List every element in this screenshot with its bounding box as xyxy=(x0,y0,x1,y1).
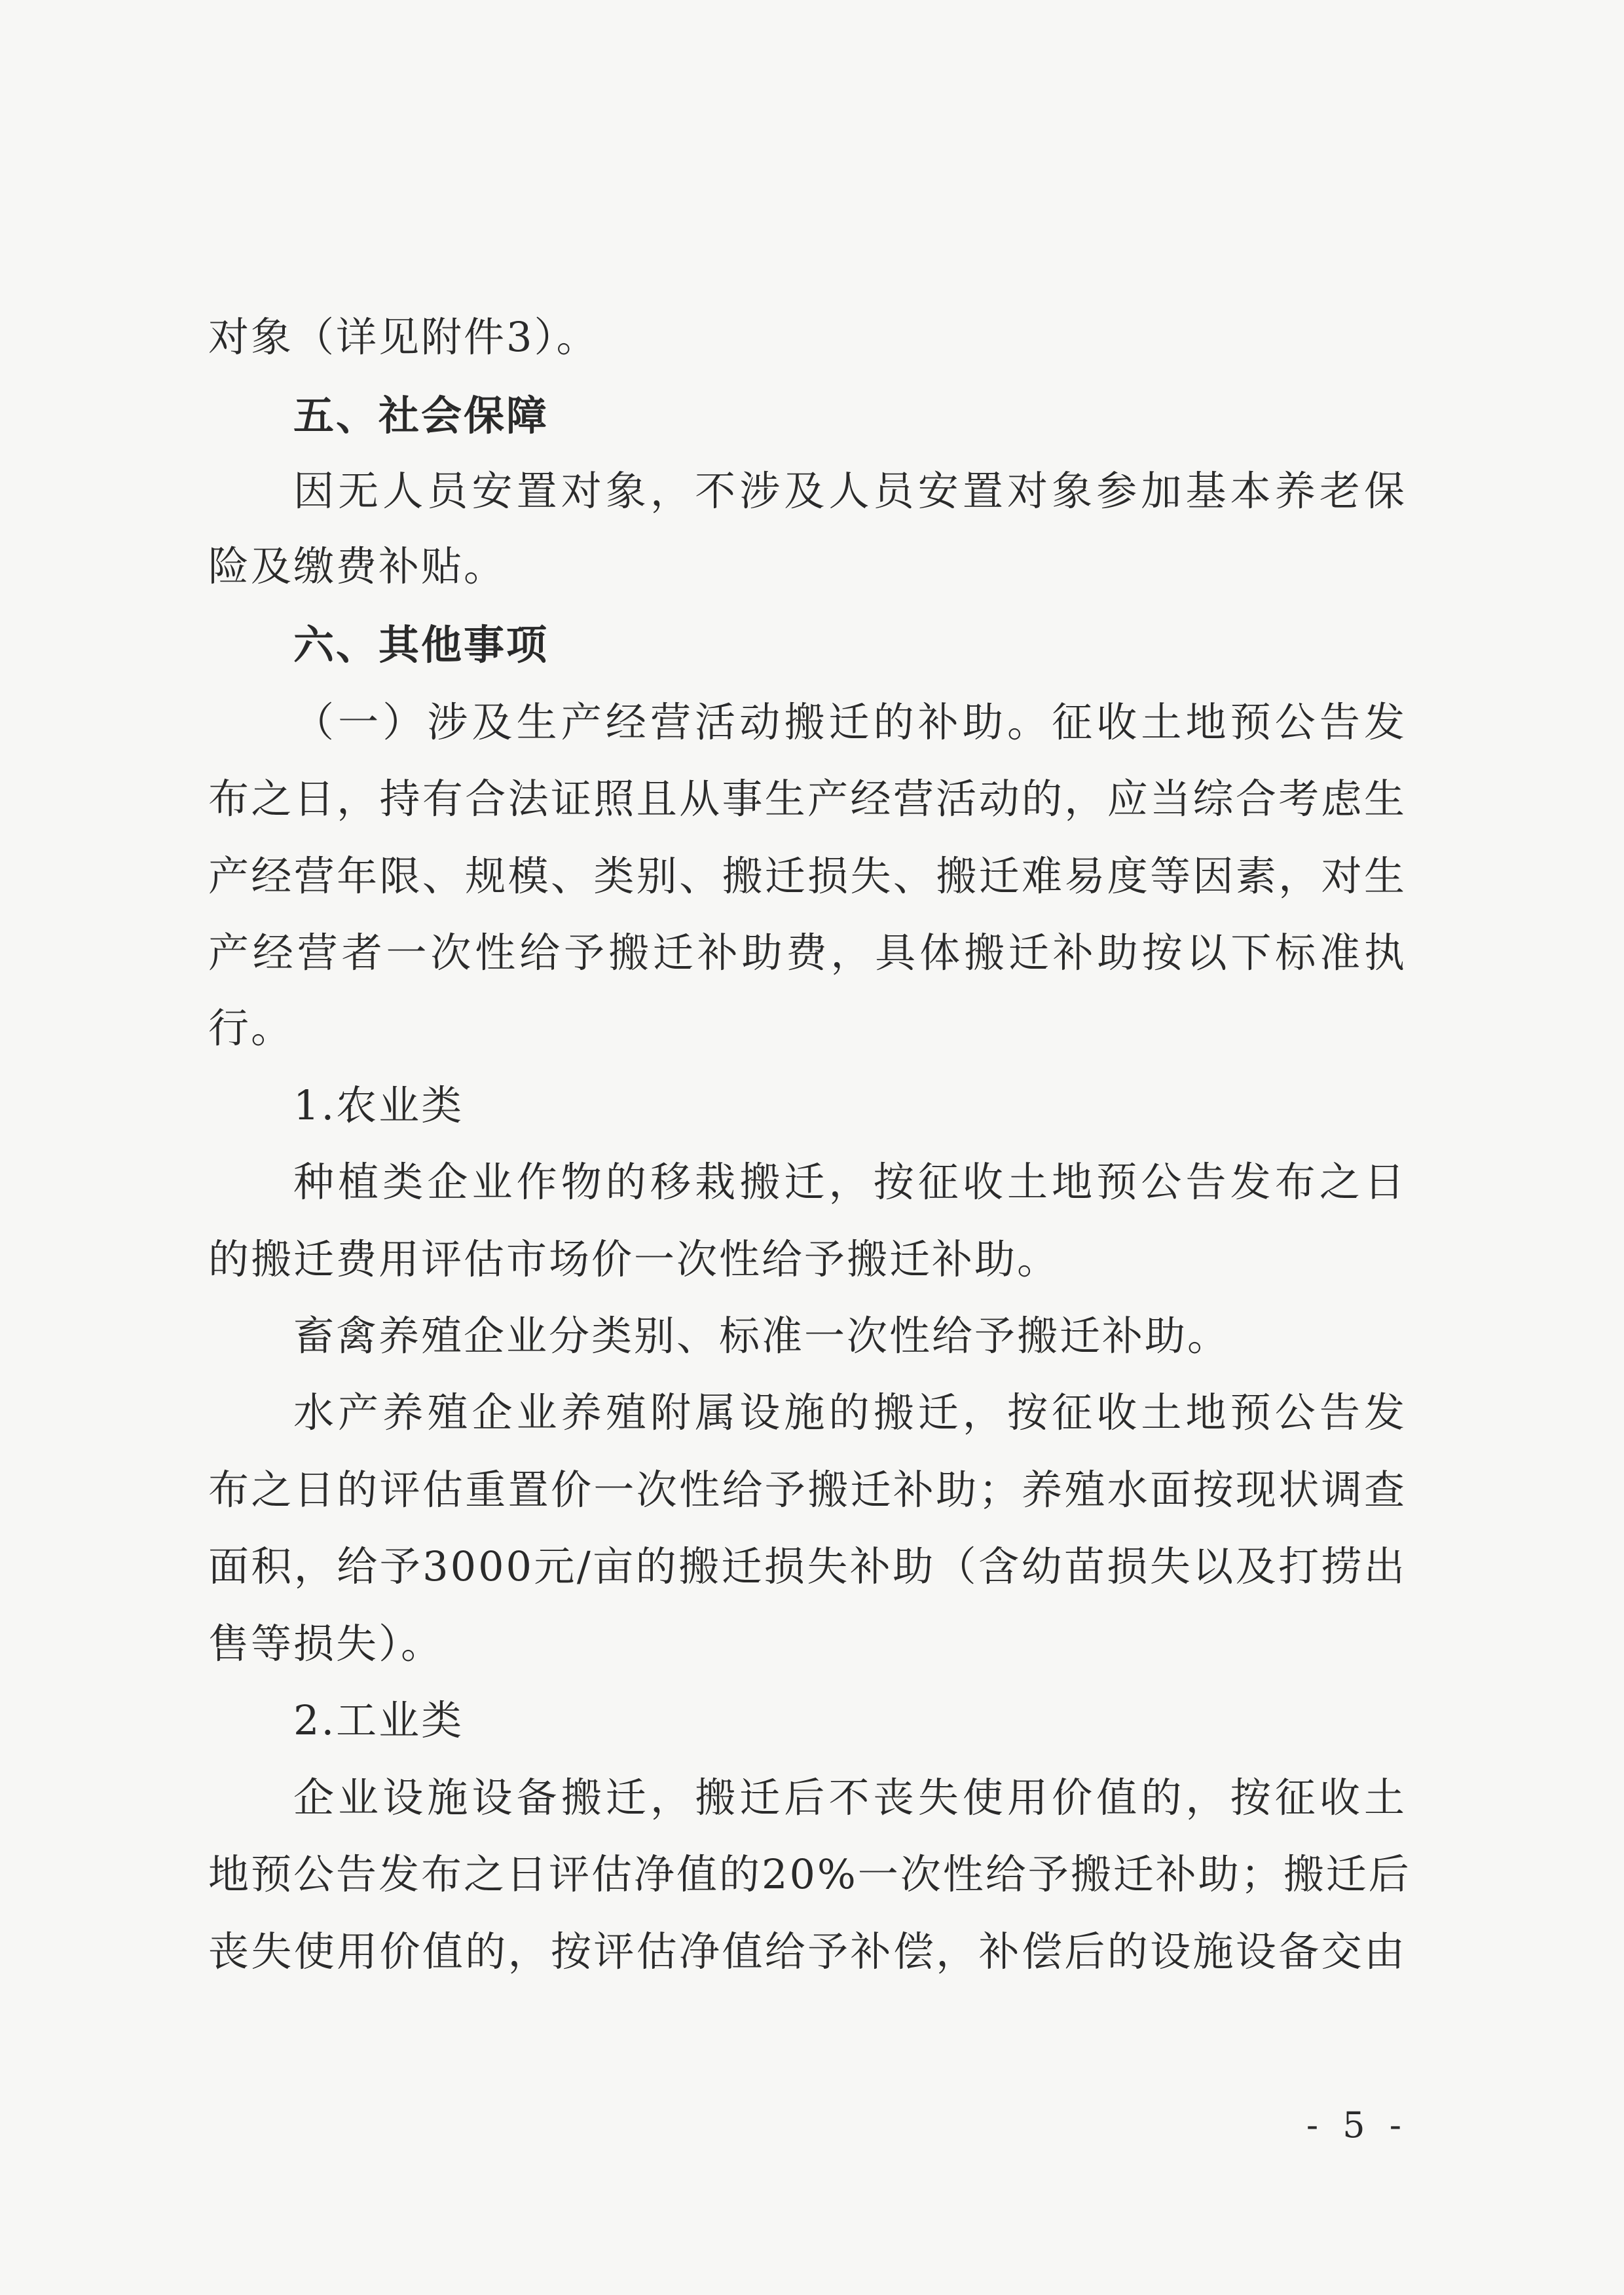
paragraph-line: 产经营年限、规模、类别、搬迁损失、搬迁难易度等因素，对生 xyxy=(208,852,1407,900)
text-line: 对象（详见附件3）。 xyxy=(208,313,599,361)
page-number: - 5 - xyxy=(1306,2104,1408,2146)
paragraph-line: 地预公告发布之日评估净值的20%一次性给予搬迁补助；搬迁后 xyxy=(208,1850,1411,1898)
subsection-industry: 2.工业类 xyxy=(293,1696,464,1744)
paragraph-line: 售等损失）。 xyxy=(208,1620,444,1668)
subsection-agriculture: 1.农业类 xyxy=(293,1081,464,1129)
paragraph-line: 险及缴费补贴。 xyxy=(208,542,507,590)
paragraph-line: 布之日，持有合法证照且从事生产经营活动的，应当综合考虑生 xyxy=(208,775,1407,823)
paragraph-line: 布之日的评估重置价一次性给予搬迁补助；养殖水面按现状调查 xyxy=(208,1466,1407,1514)
section-heading-other-matters: 六、其他事项 xyxy=(293,621,549,669)
paragraph-line: 因无人员安置对象，不涉及人员安置对象参加基本养老保 xyxy=(293,467,1407,515)
paragraph-line: 的搬迁费用评估市场价一次性给予搬迁补助。 xyxy=(208,1235,1060,1283)
paragraph-line: 产经营者一次性给予搬迁补助费，具体搬迁补助按以下标准执 xyxy=(208,929,1407,977)
paragraph-line: 丧失使用价值的，按评估净值给予补偿，补偿后的设施设备交由 xyxy=(208,1928,1407,1975)
paragraph-line: 企业设施设备搬迁，搬迁后不丧失使用价值的，按征收土 xyxy=(293,1774,1407,1821)
section-heading-social-security: 五、社会保障 xyxy=(293,392,549,439)
paragraph-line: 行。 xyxy=(208,1004,294,1052)
paragraph-line: 畜禽养殖企业分类别、标准一次性给予搬迁补助。 xyxy=(293,1312,1230,1360)
paragraph-line: 种植类企业作物的移栽搬迁，按征收土地预公告发布之日 xyxy=(293,1158,1407,1206)
paragraph-line: 水产养殖企业养殖附属设施的搬迁，按征收土地预公告发 xyxy=(293,1389,1407,1436)
paragraph-line: 面积，给予3000元/亩的搬迁损失补助（含幼苗损失以及打捞出 xyxy=(208,1542,1407,1590)
paragraph-line: （一）涉及生产经营活动搬迁的补助。征收土地预公告发 xyxy=(293,698,1407,746)
